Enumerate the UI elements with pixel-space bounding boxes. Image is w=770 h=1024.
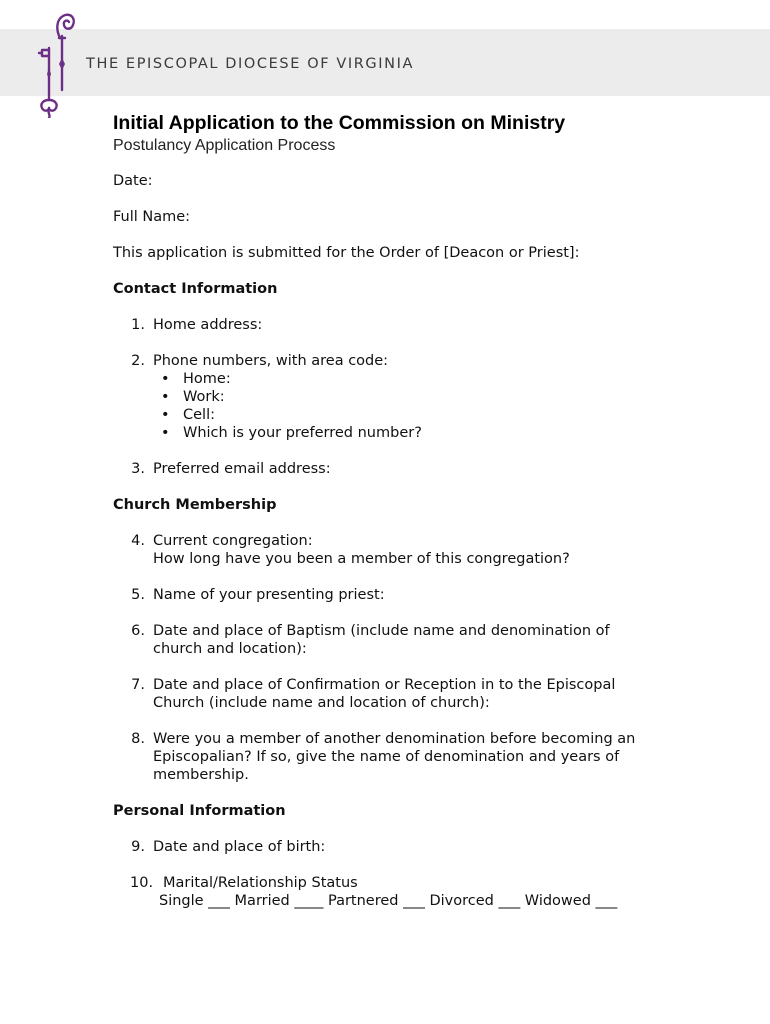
full-name-label: Full Name: bbox=[113, 209, 191, 225]
question-text: Name of your presenting priest: bbox=[153, 587, 385, 603]
bullet-preferred-number: • Which is your preferred number? bbox=[161, 424, 753, 442]
question-number: 9. bbox=[131, 839, 145, 855]
question-number: 8. bbox=[131, 731, 145, 747]
question-number: 6. bbox=[131, 623, 145, 639]
question-text: Marital/Relationship Status bbox=[163, 875, 358, 891]
question-text: Date and place of birth: bbox=[153, 839, 326, 855]
marital-status-options: Single ___ Married ____ Partnered ___ Divorced ___ Widowed ___ bbox=[159, 893, 618, 909]
question-birth bbox=[113, 838, 753, 856]
question-number: 5. bbox=[131, 587, 145, 603]
question-text: Home address: bbox=[153, 317, 263, 333]
question-text-continued: membership. bbox=[153, 767, 249, 783]
question-baptism bbox=[113, 622, 753, 658]
date-label: Date: bbox=[113, 173, 153, 189]
question-number: 1. bbox=[131, 317, 145, 333]
question-confirmation bbox=[113, 676, 753, 712]
question-number: 4. bbox=[131, 533, 145, 549]
question-text: Date and place of Confirmation or Reception in to the Episcopal bbox=[153, 677, 616, 693]
question-text-continued: How long have you been a member of this congregation? bbox=[153, 551, 570, 567]
order-label: This application is submitted for the Order of [Deacon or Priest]: bbox=[113, 245, 580, 261]
bullet-home: • Home: bbox=[161, 370, 753, 388]
bullet-cell: • Cell: bbox=[161, 406, 753, 424]
question-text: Current congregation: bbox=[153, 533, 313, 549]
document-subtitle: Postulancy Application Process bbox=[113, 137, 336, 154]
question-marital-status bbox=[113, 874, 753, 910]
question-number: 10. bbox=[130, 875, 154, 891]
bullet-work: • Work: bbox=[161, 388, 753, 406]
section-heading-contact: Contact Information bbox=[113, 281, 278, 297]
application-document bbox=[113, 110, 753, 910]
question-text: Phone numbers, with area code: bbox=[153, 353, 389, 369]
question-number: 2. bbox=[131, 353, 145, 369]
question-congregation bbox=[113, 532, 753, 568]
question-text: Date and place of Baptism (include name and denomination of bbox=[153, 623, 610, 639]
diocese-crosier-key-logo bbox=[36, 8, 78, 118]
question-text-continued: Episcopalian? If so, give the name of denomination and years of bbox=[153, 749, 620, 765]
question-number: 3. bbox=[131, 461, 145, 477]
question-other-denomination bbox=[113, 730, 753, 784]
question-text: Were you a member of another denomination before becoming an bbox=[153, 731, 636, 747]
question-text-continued: church and location): bbox=[153, 641, 307, 657]
phone-bullet-list bbox=[153, 370, 753, 442]
question-phone-numbers bbox=[113, 352, 753, 442]
question-home-address bbox=[113, 316, 753, 334]
question-email bbox=[113, 460, 753, 478]
question-text: Preferred email address: bbox=[153, 461, 331, 477]
question-presenting-priest bbox=[113, 586, 753, 604]
section-heading-church: Church Membership bbox=[113, 497, 277, 513]
section-heading-personal: Personal Information bbox=[113, 803, 286, 819]
question-number: 7. bbox=[131, 677, 145, 693]
document-title: Initial Application to the Commission on Ministry bbox=[113, 112, 566, 134]
diocese-name: THE EPISCOPAL DIOCESE OF VIRGINIA bbox=[86, 56, 414, 72]
question-text-continued: Church (include name and location of church): bbox=[153, 695, 490, 711]
